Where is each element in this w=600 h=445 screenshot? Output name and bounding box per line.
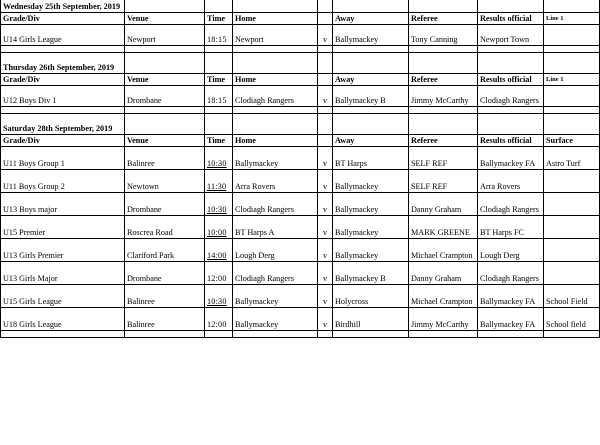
venue-cell: Balinree bbox=[125, 308, 205, 331]
empty-cell bbox=[409, 53, 478, 74]
spacer-cell bbox=[544, 107, 600, 114]
empty-cell bbox=[544, 53, 600, 74]
empty-cell bbox=[233, 53, 318, 74]
day-heading-row bbox=[1, 114, 600, 135]
kickoff-time: 11:30 bbox=[207, 182, 227, 191]
spacer-cell bbox=[125, 107, 205, 114]
referee-cell: MARK GREENE bbox=[409, 216, 478, 239]
home-team-cell: Ballymackey bbox=[233, 285, 318, 308]
results-official-cell: Ballymackey FA bbox=[478, 147, 544, 170]
away-team-cell: Ballymackey bbox=[333, 193, 409, 216]
header-line1: Line 1 bbox=[544, 13, 600, 25]
surface-cell bbox=[544, 262, 600, 285]
day-heading-row bbox=[1, 53, 600, 74]
kickoff-time: 10:30 bbox=[207, 297, 227, 306]
away-team-cell: Birdhill bbox=[333, 308, 409, 331]
time-cell bbox=[205, 262, 233, 285]
results-official-cell: Clodiagh Rangers bbox=[478, 262, 544, 285]
fixture-row bbox=[1, 193, 600, 216]
day-title: Thursday 26th September, 2019 bbox=[1, 53, 125, 74]
empty-cell bbox=[478, 53, 544, 74]
empty-cell bbox=[478, 114, 544, 135]
empty-cell bbox=[409, 114, 478, 135]
grade-cell: U14 Girls League bbox=[1, 25, 125, 46]
versus-cell: v bbox=[318, 86, 333, 107]
spacer-cell bbox=[205, 46, 233, 53]
header-grade: Grade/Div bbox=[1, 13, 125, 25]
grade-cell: U18 Girls League bbox=[1, 308, 125, 331]
empty-cell bbox=[478, 0, 544, 13]
empty-cell bbox=[318, 53, 333, 74]
results-official-cell: Newport Town bbox=[478, 25, 544, 46]
kickoff-time: 10:30 bbox=[207, 159, 227, 168]
versus-cell: v bbox=[318, 262, 333, 285]
venue-cell: Balinree bbox=[125, 285, 205, 308]
time-cell bbox=[205, 216, 233, 239]
spacer-cell bbox=[233, 46, 318, 53]
day-title: Wednesday 25th September, 2019 bbox=[1, 0, 125, 13]
versus-cell: v bbox=[318, 308, 333, 331]
header-venue: Venue bbox=[125, 13, 205, 25]
referee-cell: Tony Canning bbox=[409, 25, 478, 46]
spacer-row bbox=[1, 46, 600, 53]
kickoff-time: 12:00 bbox=[207, 320, 227, 329]
kickoff-time: 12:00 bbox=[207, 274, 227, 283]
surface-cell bbox=[544, 216, 600, 239]
home-team-cell: Newport bbox=[233, 25, 318, 46]
header-away: Away bbox=[333, 135, 409, 147]
venue-cell: Drombane bbox=[125, 86, 205, 107]
empty-cell bbox=[409, 0, 478, 13]
home-team-cell: Ballymackey bbox=[233, 308, 318, 331]
home-team-cell: BT Harps A bbox=[233, 216, 318, 239]
empty-cell bbox=[318, 0, 333, 13]
time-cell bbox=[205, 86, 233, 107]
spacer-cell bbox=[233, 331, 318, 338]
spacer-cell bbox=[333, 46, 409, 53]
referee-cell: Danny Graham bbox=[409, 262, 478, 285]
header-results-official: Results official bbox=[478, 135, 544, 147]
empty-cell bbox=[205, 0, 233, 13]
empty-cell bbox=[125, 0, 205, 13]
empty-cell bbox=[125, 114, 205, 135]
versus-cell: v bbox=[318, 216, 333, 239]
referee-cell: Jimmy McCarthy bbox=[409, 308, 478, 331]
spacer-cell bbox=[1, 331, 125, 338]
time-cell bbox=[205, 170, 233, 193]
grade-cell: U15 Premier bbox=[1, 216, 125, 239]
header-referee: Referee bbox=[409, 74, 478, 86]
versus-cell: v bbox=[318, 193, 333, 216]
header-venue: Venue bbox=[125, 135, 205, 147]
spacer-cell bbox=[205, 107, 233, 114]
surface-cell bbox=[544, 25, 600, 46]
grade-cell: U13 Girls Major bbox=[1, 262, 125, 285]
grade-cell: U13 Girls Premier bbox=[1, 239, 125, 262]
kickoff-time: 18:15 bbox=[207, 35, 227, 44]
spacer-cell bbox=[125, 331, 205, 338]
header-referee: Referee bbox=[409, 135, 478, 147]
home-team-cell: Ballymackey bbox=[233, 147, 318, 170]
spacer-cell bbox=[544, 331, 600, 338]
home-team-cell: Arra Rovers bbox=[233, 170, 318, 193]
away-team-cell: Ballymackey bbox=[333, 25, 409, 46]
grade-cell: U15 Girls League bbox=[1, 285, 125, 308]
column-header-row bbox=[1, 74, 600, 86]
home-team-cell: Clodiagh Rangers bbox=[233, 262, 318, 285]
header-referee: Referee bbox=[409, 13, 478, 25]
time-cell bbox=[205, 193, 233, 216]
time-cell bbox=[205, 25, 233, 46]
spacer-cell bbox=[125, 46, 205, 53]
fixture-row bbox=[1, 216, 600, 239]
grade-cell: U11 Boys Group 1 bbox=[1, 147, 125, 170]
grade-cell: U13 Boys major bbox=[1, 193, 125, 216]
header-away: Away bbox=[333, 74, 409, 86]
header-time: Time bbox=[205, 13, 233, 25]
spacer-cell bbox=[1, 46, 125, 53]
header-empty bbox=[318, 135, 333, 147]
kickoff-time: 18:15 bbox=[207, 96, 227, 105]
results-official-cell: Clodiagh Rangers bbox=[478, 86, 544, 107]
spacer-cell bbox=[409, 331, 478, 338]
away-team-cell: Ballymackey B bbox=[333, 262, 409, 285]
day-heading-row bbox=[1, 0, 600, 13]
header-results-official: Results official bbox=[478, 74, 544, 86]
surface-cell: Astro Turf bbox=[544, 147, 600, 170]
venue-cell: Clariford Park bbox=[125, 239, 205, 262]
time-cell bbox=[205, 147, 233, 170]
surface-cell: School Field bbox=[544, 285, 600, 308]
venue-cell: Balinree bbox=[125, 147, 205, 170]
away-team-cell: Ballymackey bbox=[333, 216, 409, 239]
empty-cell bbox=[544, 0, 600, 13]
surface-cell bbox=[544, 239, 600, 262]
empty-cell bbox=[205, 53, 233, 74]
header-surface: Surface bbox=[544, 135, 600, 147]
header-time: Time bbox=[205, 135, 233, 147]
referee-cell: Danny Graham bbox=[409, 193, 478, 216]
away-team-cell: Ballymackey bbox=[333, 239, 409, 262]
venue-cell: Drombane bbox=[125, 193, 205, 216]
spacer-cell bbox=[333, 331, 409, 338]
header-venue: Venue bbox=[125, 74, 205, 86]
empty-cell bbox=[333, 114, 409, 135]
results-official-cell: Lough Derg bbox=[478, 239, 544, 262]
spacer-cell bbox=[318, 46, 333, 53]
header-grade: Grade/Div bbox=[1, 135, 125, 147]
surface-cell bbox=[544, 86, 600, 107]
away-team-cell: BT Harps bbox=[333, 147, 409, 170]
fixture-row bbox=[1, 239, 600, 262]
column-header-row bbox=[1, 13, 600, 25]
results-official-cell: Clodiagh Rangers bbox=[478, 193, 544, 216]
fixture-row bbox=[1, 262, 600, 285]
time-cell bbox=[205, 239, 233, 262]
spacer-cell bbox=[409, 46, 478, 53]
spacer-cell bbox=[205, 331, 233, 338]
day-title: Saturday 28th September, 2019 bbox=[1, 114, 125, 135]
header-results-official: Results official bbox=[478, 13, 544, 25]
kickoff-time: 10:30 bbox=[207, 205, 227, 214]
referee-cell: SELF REF bbox=[409, 170, 478, 193]
surface-cell: School field bbox=[544, 308, 600, 331]
header-home: Home bbox=[233, 74, 318, 86]
empty-cell bbox=[544, 114, 600, 135]
empty-cell bbox=[333, 53, 409, 74]
spacer-row bbox=[1, 331, 600, 338]
spacer-cell bbox=[478, 46, 544, 53]
header-home: Home bbox=[233, 135, 318, 147]
venue-cell: Newtown bbox=[125, 170, 205, 193]
spacer-cell bbox=[318, 107, 333, 114]
header-away: Away bbox=[333, 13, 409, 25]
versus-cell: v bbox=[318, 170, 333, 193]
time-cell bbox=[205, 308, 233, 331]
referee-cell: SELF REF bbox=[409, 147, 478, 170]
column-header-row bbox=[1, 135, 600, 147]
results-official-cell: BT Harps FC bbox=[478, 216, 544, 239]
header-time: Time bbox=[205, 74, 233, 86]
away-team-cell: Holycross bbox=[333, 285, 409, 308]
empty-cell bbox=[318, 114, 333, 135]
spacer-cell bbox=[544, 46, 600, 53]
spacer-cell bbox=[333, 107, 409, 114]
spacer-cell bbox=[233, 107, 318, 114]
away-team-cell: Ballymackey bbox=[333, 170, 409, 193]
spacer-row bbox=[1, 107, 600, 114]
kickoff-time: 14:00 bbox=[207, 251, 227, 260]
empty-cell bbox=[233, 0, 318, 13]
fixture-row bbox=[1, 285, 600, 308]
venue-cell: Newport bbox=[125, 25, 205, 46]
venue-cell: Roscrea Road bbox=[125, 216, 205, 239]
spacer-cell bbox=[318, 331, 333, 338]
fixture-row bbox=[1, 25, 600, 46]
fixture-row bbox=[1, 86, 600, 107]
header-empty bbox=[318, 74, 333, 86]
results-official-cell: Arra Rovers bbox=[478, 170, 544, 193]
header-line1: Line 1 bbox=[544, 74, 600, 86]
spacer-cell bbox=[409, 107, 478, 114]
empty-cell bbox=[333, 0, 409, 13]
referee-cell: Michael Crampton bbox=[409, 239, 478, 262]
home-team-cell: Clodiagh Rangers bbox=[233, 86, 318, 107]
versus-cell: v bbox=[318, 147, 333, 170]
referee-cell: Jimmy McCarthy bbox=[409, 86, 478, 107]
grade-cell: U11 Boys Group 2 bbox=[1, 170, 125, 193]
spacer-cell bbox=[1, 107, 125, 114]
versus-cell: v bbox=[318, 25, 333, 46]
home-team-cell: Lough Derg bbox=[233, 239, 318, 262]
header-grade: Grade/Div bbox=[1, 74, 125, 86]
empty-cell bbox=[125, 53, 205, 74]
time-cell bbox=[205, 285, 233, 308]
fixture-row bbox=[1, 170, 600, 193]
fixture-row bbox=[1, 147, 600, 170]
fixture-row bbox=[1, 308, 600, 331]
empty-cell bbox=[205, 114, 233, 135]
versus-cell: v bbox=[318, 285, 333, 308]
results-official-cell: Ballymackey FA bbox=[478, 285, 544, 308]
kickoff-time: 10:00 bbox=[207, 228, 227, 237]
header-home: Home bbox=[233, 13, 318, 25]
grade-cell: U12 Boys Div 1 bbox=[1, 86, 125, 107]
results-official-cell: Ballymackey FA bbox=[478, 308, 544, 331]
empty-cell bbox=[233, 114, 318, 135]
home-team-cell: Clodiagh Rangers bbox=[233, 193, 318, 216]
spacer-cell bbox=[478, 107, 544, 114]
spacer-cell bbox=[478, 331, 544, 338]
venue-cell: Drombane bbox=[125, 262, 205, 285]
surface-cell bbox=[544, 193, 600, 216]
header-empty bbox=[318, 13, 333, 25]
referee-cell: Michael Crampton bbox=[409, 285, 478, 308]
versus-cell: v bbox=[318, 239, 333, 262]
away-team-cell: Ballymackey B bbox=[333, 86, 409, 107]
surface-cell bbox=[544, 170, 600, 193]
